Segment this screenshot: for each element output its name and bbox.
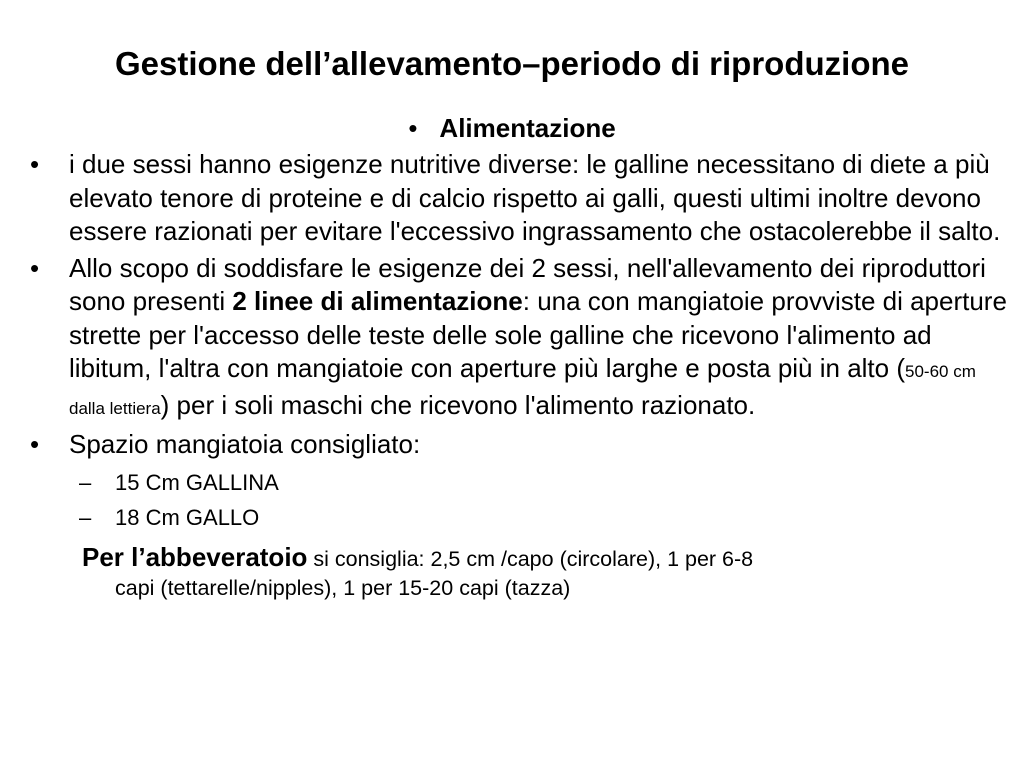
- bullet-text-part2: : una con mangiatoie provviste di aperture strette per l'accesso delle teste delle sole galline che ricevono l'alimento ad libitum, l'altra con mangiatoie con aperture più larghe e posta più in alto (: [69, 286, 1007, 383]
- bullet-text-part1: Allo scopo di soddisfare le esigenze dei 2 sessi, nell'allevamento dei riproduttori sono presenti: [69, 252, 986, 316]
- section-heading-text: Alimentazione: [439, 113, 616, 143]
- sub-item-text: 18 Cm GALLO: [115, 504, 260, 530]
- sub-item-gallo: [0, 500, 1024, 535]
- dash-marker: –: [79, 469, 92, 495]
- slide-title: Gestione dell’allevamento–periodo di riproduzione: [115, 45, 909, 82]
- bullet-item-nutrition: [0, 148, 1024, 249]
- sub-item-gallina: [0, 465, 1024, 500]
- waterer-line1: si consiglia: 2,5 cm /capo (circolare), 1 per 6-8: [307, 546, 754, 571]
- sub-item-text: 15 Cm GALLINA: [115, 469, 279, 495]
- waterer-first-line: [82, 543, 984, 574]
- bullet-list: [0, 148, 1024, 462]
- bullet-item-feeding-lines: [0, 252, 1024, 426]
- bullet-marker: •: [30, 429, 40, 459]
- bullet-text-part3: ) per i soli maschi che ricevono l'alimento razionato.: [160, 389, 756, 420]
- slide-content: [0, 110, 1024, 603]
- bullet-text: i due sessi hanno esigenze nutritive diverse: le galline necessitano di diete a più elevato tenore di proteine e di calcio rispetto ai galli, questi ultimi inoltre devono essere razionati per evitare l'eccessivo ingrassamento che ostacolerebbe il salto.: [69, 149, 1001, 246]
- bullet-item-feeder-space: [0, 428, 1024, 462]
- bullet-text-bold: 2 linee di alimentazione: [232, 286, 523, 316]
- bullet-text: Spazio mangiatoia consigliato:: [69, 429, 421, 459]
- bullet-marker: •: [30, 252, 40, 283]
- bullet-marker: •: [408, 113, 418, 143]
- bullet-text-small: 50-60 cm dalla lettiera: [69, 362, 976, 418]
- waterer-note: [0, 543, 1024, 603]
- waterer-lead: Per l’abbeveratoio: [82, 541, 308, 572]
- sub-list: [0, 465, 1024, 535]
- bullet-marker: •: [30, 149, 40, 179]
- waterer-line2: capi (tettarelle/nipples), 1 per 15-20 capi (tazza): [115, 575, 571, 600]
- section-heading: [0, 112, 1024, 144]
- dash-marker: –: [79, 504, 92, 530]
